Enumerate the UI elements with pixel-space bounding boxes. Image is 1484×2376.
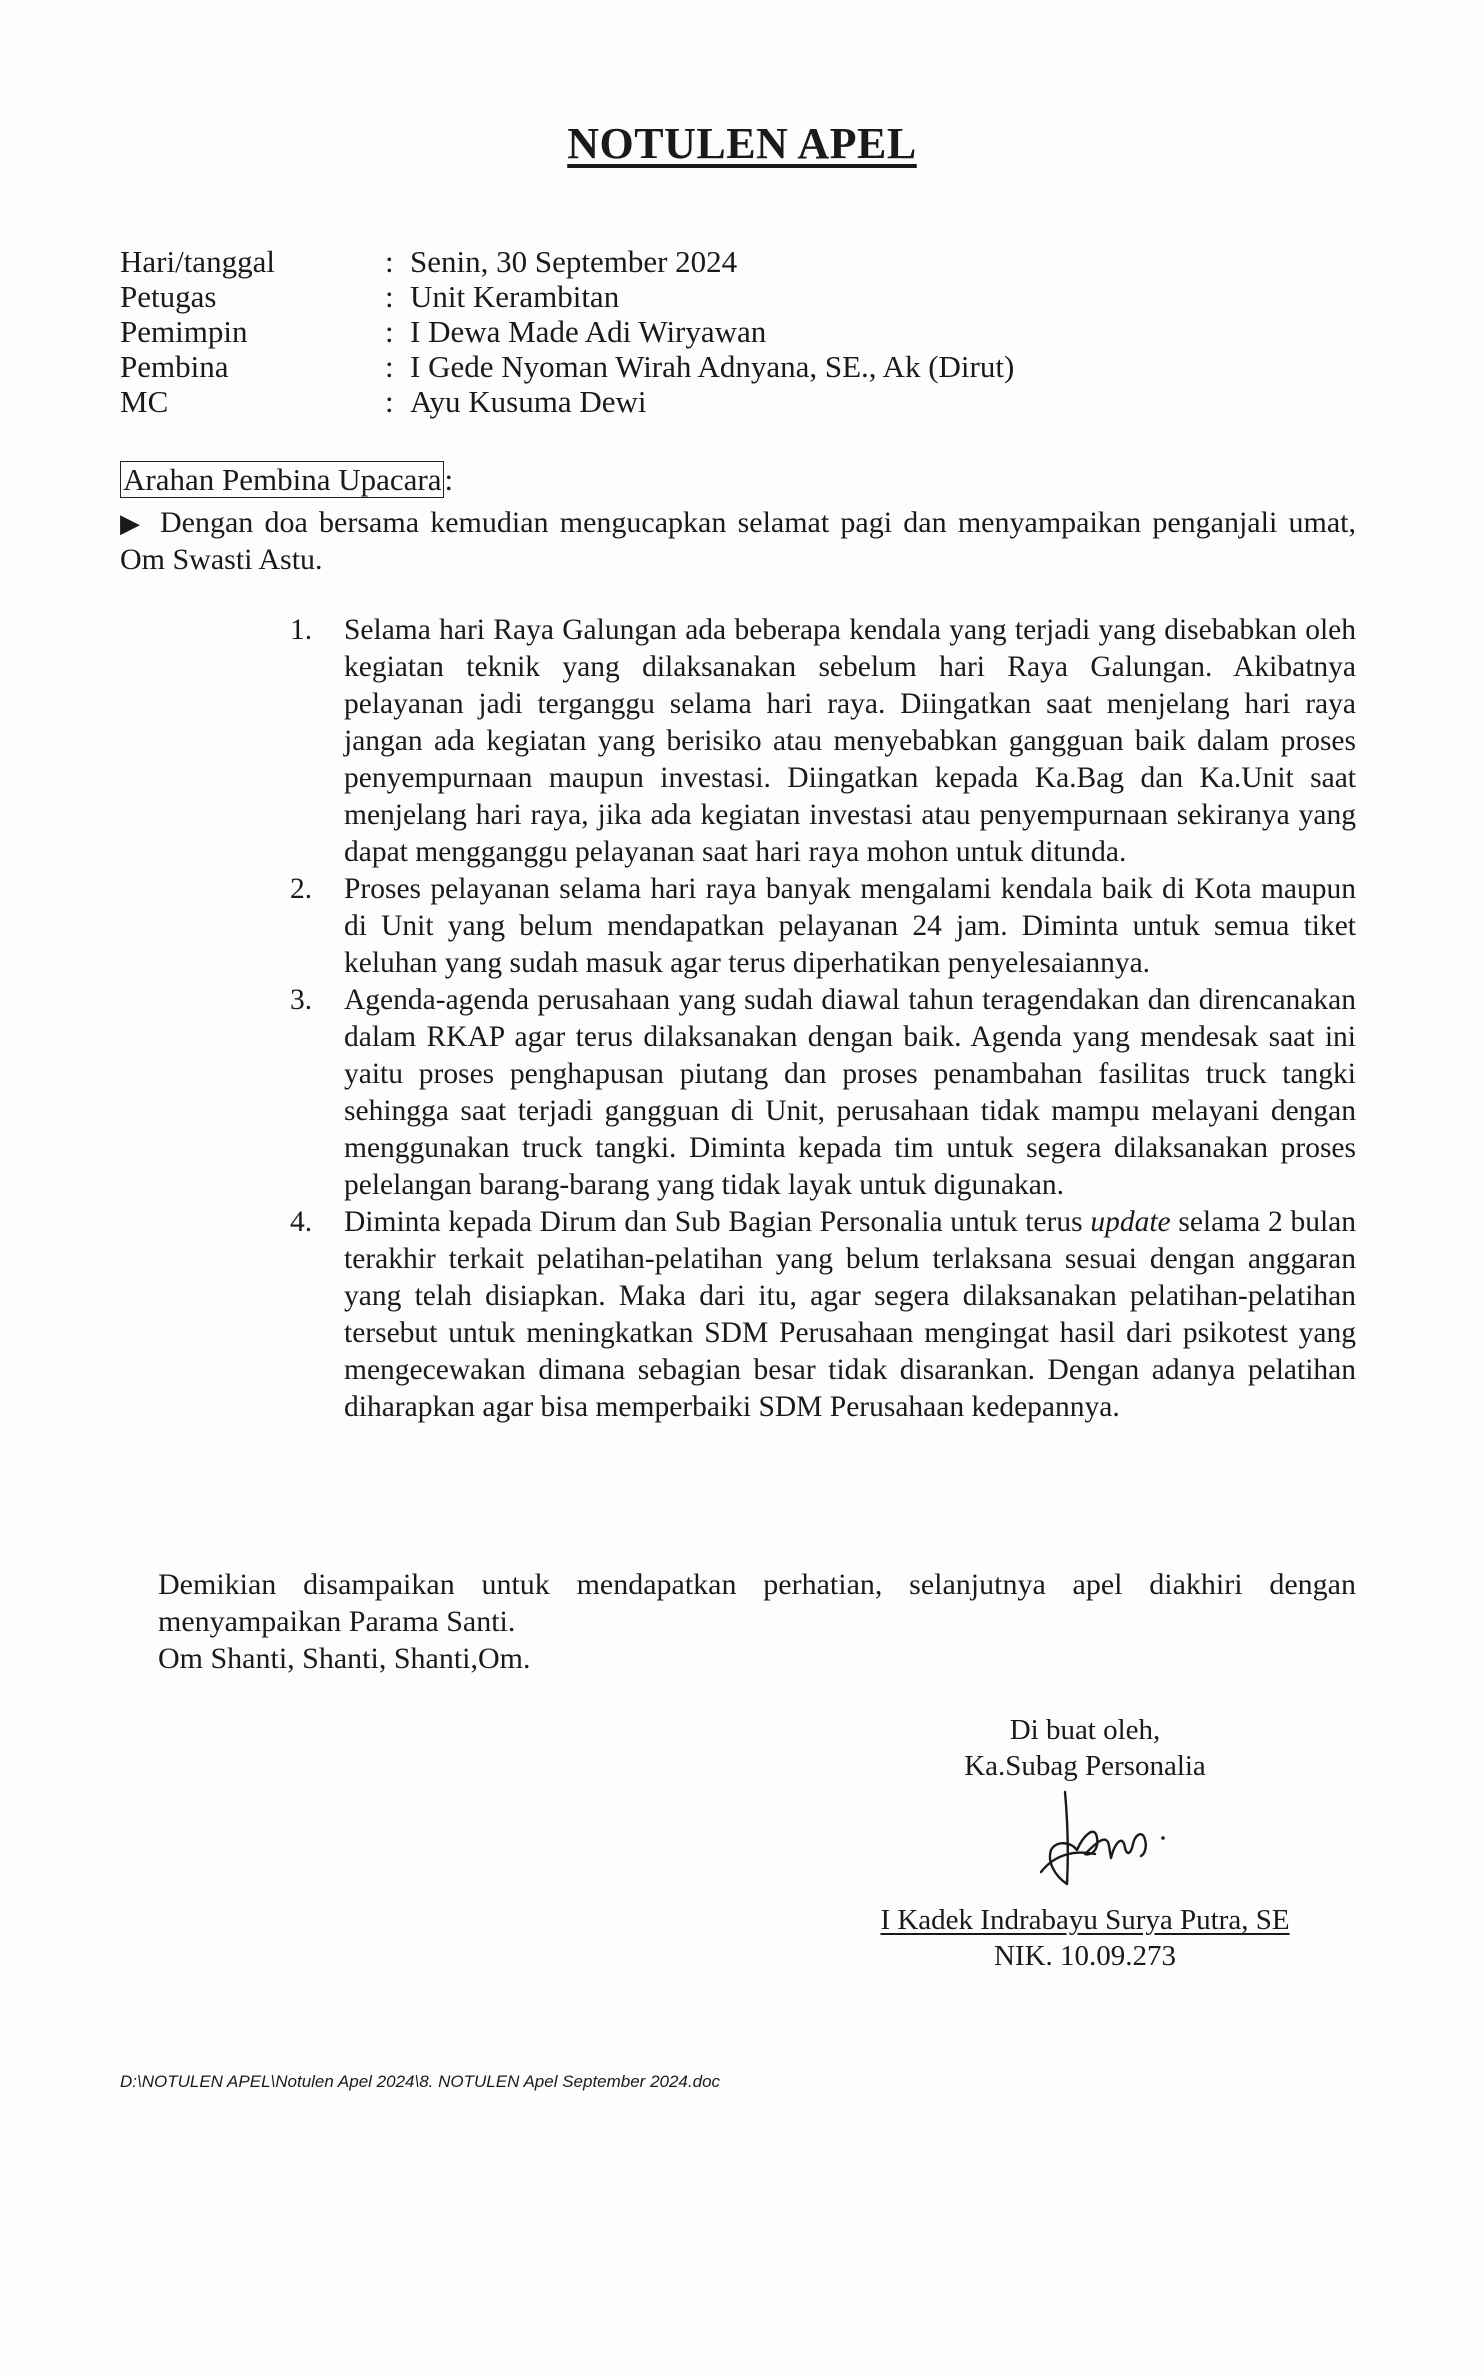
info-colon: : <box>385 314 394 349</box>
document-title: NOTULEN APEL <box>567 119 917 168</box>
signature-block <box>870 1712 1300 1974</box>
list-item-italic-word: update <box>1090 1206 1171 1238</box>
info-label: Pemimpin <box>120 314 248 349</box>
list-item <box>290 871 1356 982</box>
info-value: Unit Kerambitan <box>410 279 620 314</box>
signer-name: I Kadek Indrabayu Surya Putra, SE <box>880 1904 1290 1936</box>
info-row-supervisor <box>120 349 1014 384</box>
closing-salutation: Om Shanti, Shanti, Shanti,Om. <box>158 1642 531 1675</box>
list-item-text-part: Diminta kepada Dirum dan Sub Bagian Personalia untuk terus <box>344 1206 1091 1238</box>
info-row-leader <box>120 314 1014 349</box>
closing-line: Demikian disampaikan untuk mendapatkan perhatian, selanjutnya apel diakhiri dengan menyampaikan Parama Santi. <box>158 1568 1356 1638</box>
list-item <box>290 612 1356 871</box>
list-item-text <box>344 1206 1356 1423</box>
triangle-bullet-icon: ▶ <box>120 509 140 538</box>
list-item-number: 1. <box>290 614 313 646</box>
info-label: Petugas <box>120 279 217 314</box>
made-by-label: Di buat oleh, <box>1009 1714 1161 1746</box>
info-colon: : <box>385 244 394 279</box>
info-colon: : <box>385 384 394 419</box>
info-value: Ayu Kusuma Dewi <box>410 384 647 419</box>
file-path-footer: D:\NOTULEN APEL\Notulen Apel 2024\8. NOTULEN Apel September 2024.doc <box>120 2072 721 2091</box>
list-item <box>290 982 1356 1204</box>
list-item-text: Selama hari Raya Galungan ada beberapa kendala yang terjadi yang disebabkan oleh kegiatan teknik yang dilaksanakan sebelum hari Raya Galungan. Akibatnya pelayanan jadi terganggu selama hari raya. Diingatkan saat menjelang hari raya jangan ada kegiatan yang berisiko atau menyebabkan gangguan baik dalam proses penyempurnaan maupun investasi. Diingatkan kepada Ka.Bag dan Ka.Unit saat menjelang hari raya, jika ada kegiatan investasi atau penyempurnaan sekiranya yang dapat mengganggu pelayanan saat hari raya mohon untuk ditunda. <box>344 614 1356 868</box>
info-label: Pembina <box>120 349 229 384</box>
info-colon: : <box>385 349 394 384</box>
section-heading-colon: : <box>444 462 454 497</box>
info-label: Hari/tanggal <box>120 244 275 279</box>
list-item-text: Proses pelayanan selama hari raya banyak mengalami kendala baik di Kota maupun di Unit yang belum mendapatkan pelayanan 24 jam. Diminta untuk semua tiket keluhan yang sudah masuk agar terus diperhatikan penyelesaiannya. <box>344 873 1356 979</box>
list-item-text: Agenda-agenda perusahaan yang sudah diawal tahun teragendakan dan direncanakan dalam RKAP agar terus dilaksanakan dengan baik. Agenda yang mendesak saat ini yaitu proses penghapusan piutang dan proses penambahan fasilitas truck tangki sehingga saat terjadi gangguan di Unit, perusahaan tidak mampu melayani dengan menggunakan truck tangki. Diminta kepada tim untuk segera dilaksanakan proses pelelangan barang-barang yang tidak layak untuk digunakan. <box>344 984 1356 1201</box>
handwritten-signature-icon <box>985 1784 1185 1902</box>
info-row-date <box>120 244 1014 279</box>
info-colon: : <box>385 279 394 314</box>
info-row-officer <box>120 279 1014 314</box>
info-row-mc <box>120 384 1014 419</box>
opening-bullet <box>120 505 1356 578</box>
list-item-number: 2. <box>290 873 313 905</box>
signer-nik: NIK. 10.09.273 <box>993 1940 1177 1972</box>
closing-paragraph <box>158 1566 1356 1677</box>
list-item-number: 3. <box>290 984 313 1016</box>
info-value: I Dewa Made Adi Wiryawan <box>410 314 767 349</box>
info-label: MC <box>120 384 169 419</box>
info-value: I Gede Nyoman Wirah Adnyana, SE., Ak (Dirut) <box>410 349 1015 384</box>
list-item-text-part: selama 2 bulan terakhir terkait pelatihan-pelatihan yang belum terlaksana sesuai dengan anggaran yang telah disiapkan. Maka dari itu, agar segera dilaksanakan pelatihan-pelatihan tersebut untuk meningkatkan SDM Perusahaan mengingat hasil dari psikotest yang mengecewakan dimana sebagian besar tidak disarankan. Dengan adanya pelatihan diharapkan agar bisa memperbaiki SDM Perusahaan kedepannya. <box>344 1206 1356 1423</box>
list-item-number: 4. <box>290 1206 313 1238</box>
bullet-text: Dengan doa bersama kemudian mengucapkan selamat pagi dan menyampaikan penganjali umat, Om Swasti Astu. <box>120 506 1356 576</box>
list-item <box>290 1204 1356 1426</box>
info-value: Senin, 30 September 2024 <box>410 244 738 279</box>
section-heading-label: Arahan Pembina Upacara <box>120 461 444 498</box>
signer-position: Ka.Subag Personalia <box>964 1750 1206 1782</box>
section-heading <box>120 462 453 498</box>
meeting-info-table <box>120 244 1014 419</box>
directive-list <box>290 612 1356 1426</box>
